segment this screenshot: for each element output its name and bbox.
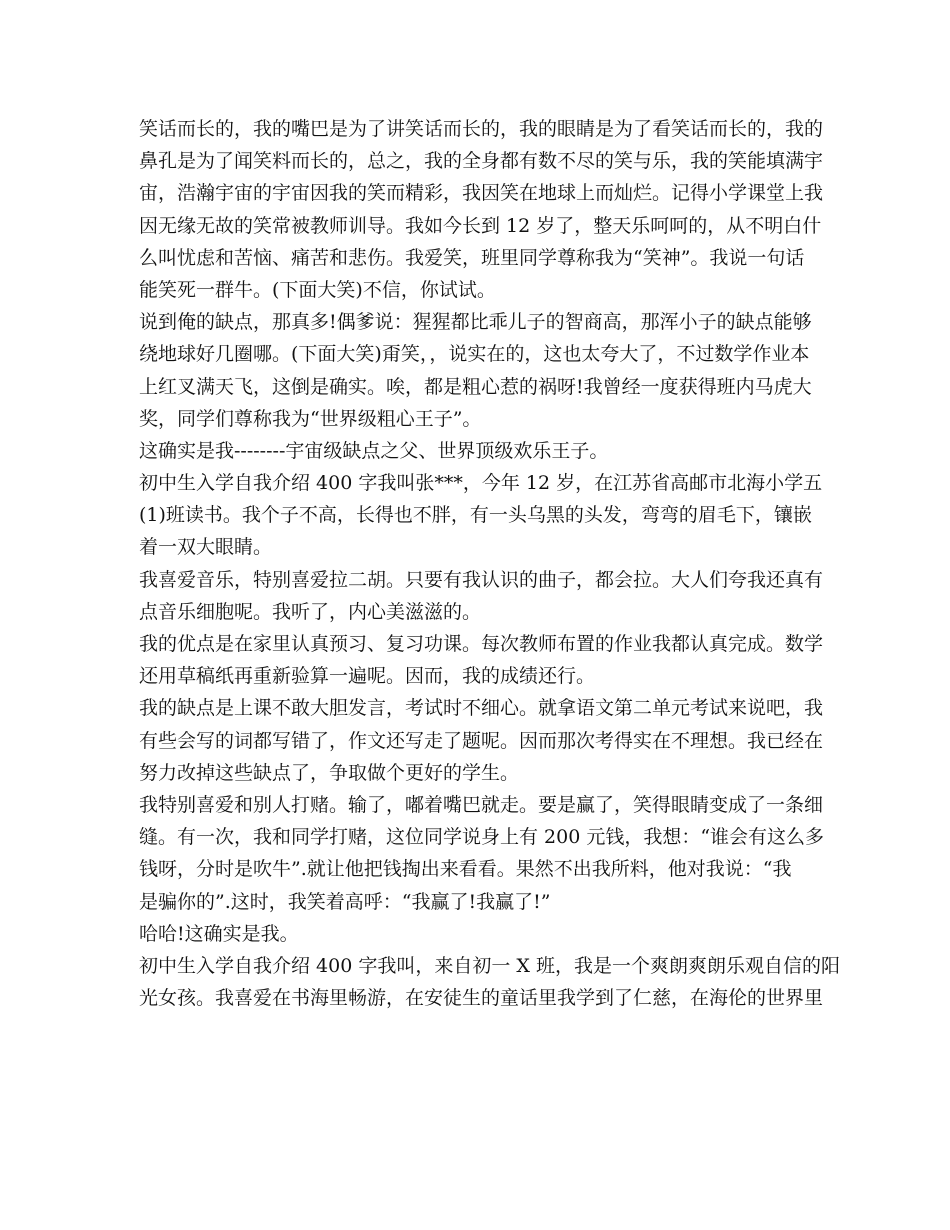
text-line: 宙，浩瀚宇宙的宇宙因我的笑而精彩，我因笑在地球上而灿烂。记得小学课堂上我 (139, 182, 824, 205)
text-line: 钱呀，分时是吹牛”.就让他把钱掏出来看看。果然不出我所料，他对我说：“我 (139, 858, 792, 881)
text-line: 说到俺的缺点，那真多!偶爹说：猩猩都比乖儿子的智商高，那浑小子的缺点能够 (139, 311, 812, 334)
text-line: (1)班读书。我个子不高，长得也不胖，有一头乌黑的头发，弯弯的眉毛下，镶嵌 (139, 504, 812, 527)
text-line: 初中生入学自我介绍 400 字我叫，来自初一 X 班，我是一个爽朗爽朗乐观自信的阳 (139, 954, 840, 977)
document-body (139, 113, 840, 1014)
text-line: 么叫忧虑和苦恼、痛苦和悲伤。我爱笑，班里同学尊称我为“笑神”。我说一句话 (139, 246, 805, 269)
text-line: 缝。有一次，我和同学打赌，这位同学说身上有 200 元钱，我想：“谁会有这么多 (139, 826, 825, 849)
text-line: 着一双大眼睛。 (139, 536, 273, 559)
text-line: 光女孩。我喜爱在书海里畅游，在安徒生的童话里我学到了仁慈，在海伦的世界里 (139, 987, 824, 1010)
text-line: 努力改掉这些缺点了，争取做个更好的学生。 (139, 761, 520, 784)
text-line: 上红叉满天飞，这倒是确实。唉，都是粗心惹的祸呀!我曾经一度获得班内马虎大 (139, 375, 812, 398)
text-line: 这确实是我--------宇宙级缺点之父、世界顶级欢乐王子。 (139, 439, 609, 462)
text-line: 我特别喜爱和别人打赌。输了，嘟着嘴巴就走。要是赢了，笑得眼睛变成了一条细 (139, 793, 824, 816)
text-line: 我喜爱音乐，特别喜爱拉二胡。只要有我认识的曲子，都会拉。大人们夸我还真有 (139, 568, 824, 591)
text-line: 有些会写的词都写错了，作文还写走了题呢。因而那次考得实在不理想。我已经在 (139, 729, 824, 752)
text-line: 我的优点是在家里认真预习、复习功课。每次教师布置的作业我都认真完成。数学 (139, 633, 824, 655)
text-line: 哈哈!这确实是我。 (139, 922, 299, 945)
text-line: 能笑死一群牛。(下面大笑)不信，你试试。 (139, 278, 496, 301)
text-line: 还用草稿纸再重新验算一遍呢。因而，我的成绩还行。 (139, 665, 596, 688)
text-line: 我的缺点是上课不敢大胆发言，考试时不细心。就拿语文第二单元考试来说吧，我 (139, 697, 824, 720)
text-line: 笑话而长的，我的嘴巴是为了讲笑话而长的，我的眼睛是为了看笑话而长的，我的 (139, 118, 824, 140)
text-line: 绕地球好几圈哪。(下面大笑)甭笑，，说实在的，这也太夸大了，不过数学作业本 (139, 343, 810, 366)
text-line: 初中生入学自我介绍 400 字我叫张***，今年 12 岁，在江苏省高邮市北海小学五 (139, 472, 823, 495)
text-line: 点音乐细胞呢。我听了，内心美滋滋的。 (139, 600, 482, 623)
text-line: 因无缘无故的笑常被教师训导。我如今长到 12 岁了，整天乐呵呵的，从不明白什 (139, 214, 822, 237)
text-line: 奖，同学们尊称我为“世界级粗心王子”。 (139, 407, 482, 430)
text-line: 是骗你的”.这时，我笑着高呼：“我赢了!我赢了!” (139, 890, 551, 913)
text-line: 鼻孔是为了闻笑料而长的，总之，我的全身都有数不尽的笑与乐，我的笑能填满宇 (139, 150, 824, 173)
